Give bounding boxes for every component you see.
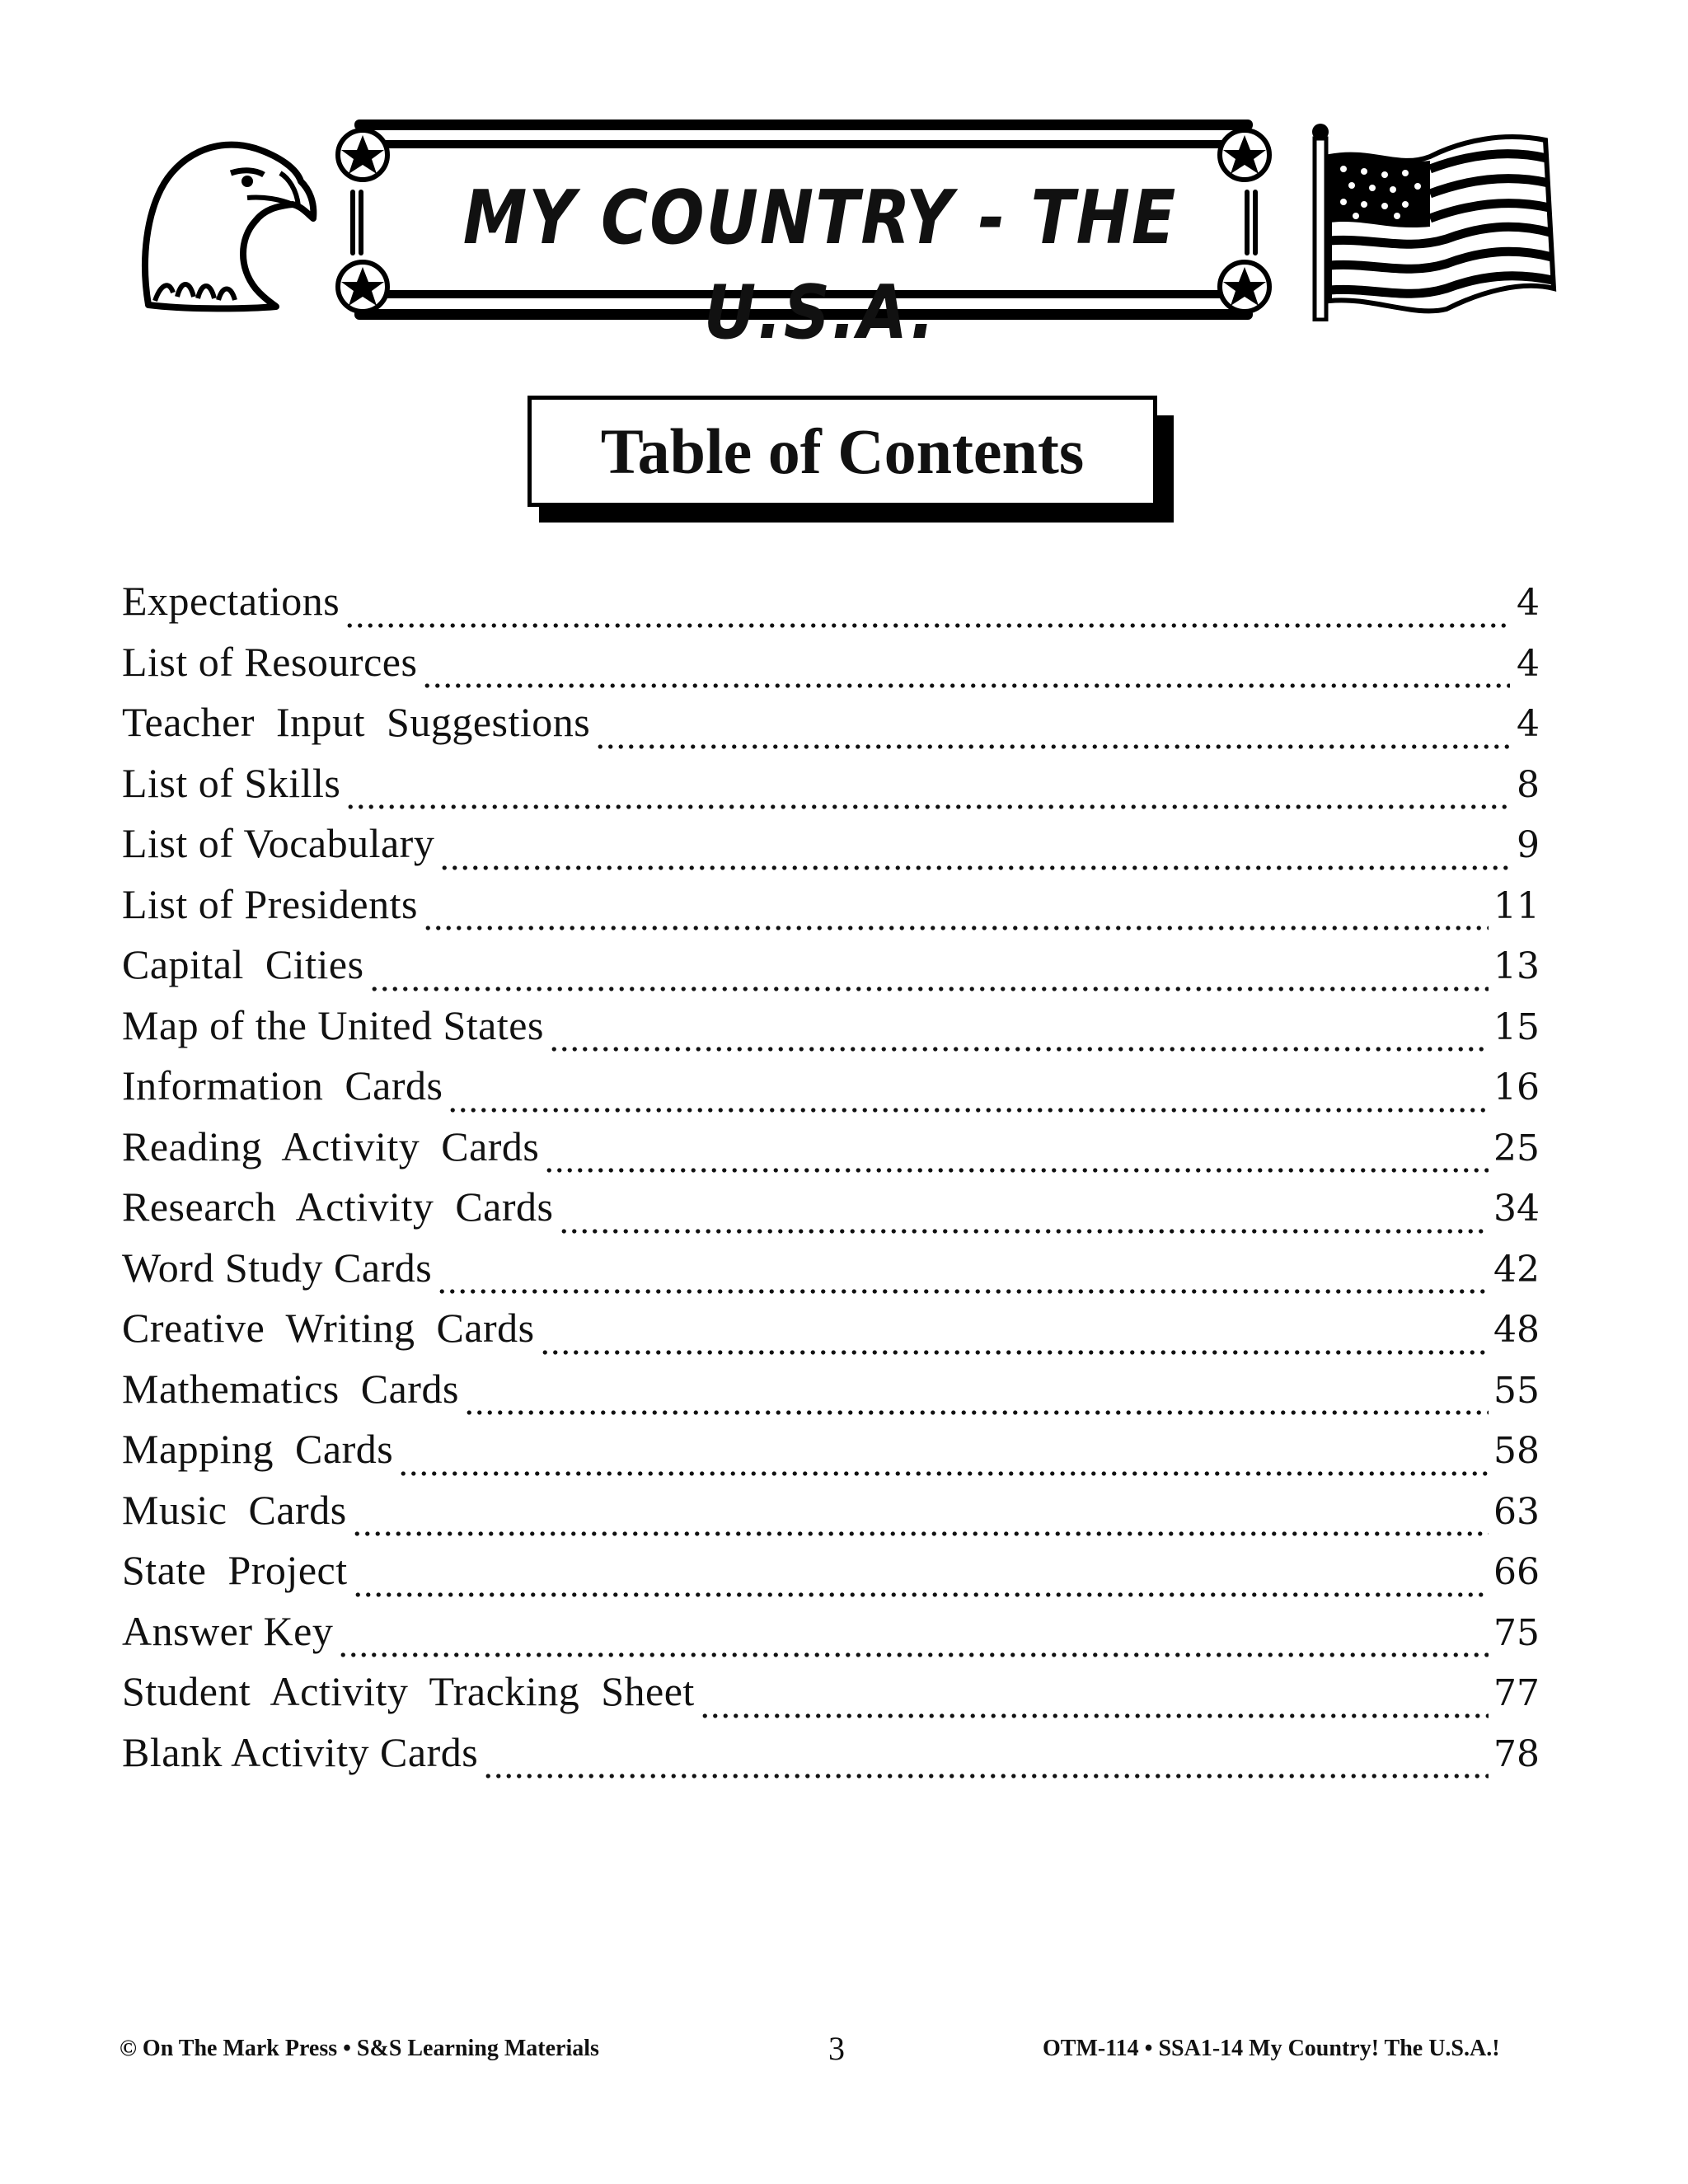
dot-leader (544, 1166, 1489, 1174)
toc-entry-label: Word Study Cards (122, 1244, 433, 1291)
toc-entry[interactable] (122, 1486, 1540, 1547)
toc-title-box (528, 396, 1175, 523)
toc-entry-label: List of Resources (122, 638, 418, 685)
toc-entry-page: 4 (1517, 703, 1540, 745)
dot-leader (559, 1227, 1489, 1235)
dot-leader (540, 1348, 1489, 1357)
dot-leader (398, 1469, 1489, 1478)
toc-entry-page: 58 (1493, 1430, 1540, 1472)
toc-entry[interactable] (122, 940, 1540, 1001)
toc-entry[interactable] (122, 1304, 1540, 1365)
product-code-text: OTM-114 • SSA1-14 My Country! The U.S.A.! (1043, 2036, 1500, 2061)
toc-entry[interactable] (122, 759, 1540, 820)
eagle-icon (124, 124, 321, 321)
page-title: Table of Contents (600, 415, 1085, 487)
dot-leader (439, 864, 1510, 872)
dot-leader (595, 743, 1510, 751)
toc-entry-page: 9 (1517, 824, 1540, 866)
toc-entry-page: 77 (1493, 1672, 1540, 1714)
toc-entry-page: 16 (1493, 1066, 1540, 1108)
toc-entry-page: 75 (1493, 1611, 1540, 1654)
toc-list (122, 577, 1540, 1788)
dot-leader (345, 621, 1510, 630)
dot-leader (700, 1712, 1489, 1720)
toc-entry-page: 15 (1493, 1005, 1540, 1048)
toc-entry[interactable] (122, 880, 1540, 941)
dot-leader (338, 1651, 1489, 1659)
toc-entry[interactable] (122, 1062, 1540, 1122)
toc-entry[interactable] (122, 1365, 1540, 1426)
dot-leader (369, 985, 1489, 993)
us-flag-icon (1306, 124, 1562, 321)
toc-entry[interactable] (122, 1183, 1540, 1244)
toc-entry-label: Mathematics Cards (122, 1365, 459, 1412)
dot-leader (437, 1287, 1489, 1296)
toc-entry-page: 4 (1517, 582, 1540, 624)
toc-entry-page: 66 (1493, 1551, 1540, 1593)
dot-leader (422, 682, 1510, 690)
toc-entry[interactable] (122, 1001, 1540, 1062)
toc-entry-label: List of Presidents (122, 880, 418, 927)
toc-entry-page: 13 (1493, 945, 1540, 987)
dot-leader (353, 1591, 1489, 1599)
toc-entry-label: Blank Activity Cards (122, 1728, 479, 1775)
page-footer (0, 2030, 1688, 2077)
toc-entry-page: 78 (1493, 1732, 1540, 1775)
dot-leader (483, 1772, 1489, 1780)
page-number: 3 (828, 2030, 845, 2067)
toc-entry[interactable] (122, 1122, 1540, 1183)
dot-leader (448, 1106, 1489, 1114)
star-badge-icon (338, 262, 387, 312)
toc-entry-page: 4 (1517, 642, 1540, 685)
star-badge-icon (338, 130, 387, 180)
dot-leader (352, 1530, 1489, 1538)
toc-entry-label: Expectations (122, 578, 340, 624)
dot-leader (345, 803, 1510, 811)
toc-entry-label: Student Activity Tracking Sheet (122, 1668, 695, 1714)
dot-leader (549, 1045, 1489, 1053)
toc-entry-label: Teacher Input Suggestions (122, 699, 591, 745)
toc-entry[interactable] (122, 819, 1540, 880)
toc-entry[interactable] (122, 1425, 1540, 1486)
toc-entry[interactable] (122, 1244, 1540, 1305)
toc-entry-page: 63 (1493, 1490, 1540, 1533)
toc-entry[interactable] (122, 1546, 1540, 1607)
toc-entry[interactable] (122, 638, 1540, 699)
toc-entry-page: 55 (1493, 1369, 1540, 1412)
copyright-text: © On The Mark Press • S&S Learning Materials (120, 2036, 599, 2061)
page-header (0, 0, 1688, 356)
toc-entry-page: 42 (1493, 1248, 1540, 1291)
toc-entry[interactable] (122, 1607, 1540, 1668)
toc-entry-label: Music Cards (122, 1486, 347, 1533)
toc-entry-label: Capital Cities (122, 941, 364, 987)
star-badge-icon (1220, 262, 1269, 312)
toc-entry[interactable] (122, 577, 1540, 638)
toc-entry-label: Answer Key (122, 1607, 334, 1654)
toc-entry[interactable] (122, 698, 1540, 759)
toc-entry-page: 25 (1493, 1127, 1540, 1169)
toc-entry[interactable] (122, 1728, 1540, 1789)
toc-entry-label: List of Vocabulary (122, 820, 435, 866)
toc-entry-label: Creative Writing Cards (122, 1305, 535, 1351)
toc-entry-label: Research Activity Cards (122, 1183, 554, 1230)
toc-entry-page: 11 (1493, 884, 1540, 927)
dot-leader (423, 924, 1489, 932)
toc-entry-label: Map of the United States (122, 1001, 544, 1048)
toc-entry-page: 8 (1517, 763, 1540, 806)
banner-title: MY COUNTRY - THE U.S.A. (462, 176, 1178, 356)
toc-entry-label: State Project (122, 1547, 348, 1593)
toc-entry-label: Mapping Cards (122, 1426, 394, 1472)
toc-entry-page: 34 (1493, 1188, 1540, 1230)
dot-leader (464, 1408, 1489, 1417)
toc-entry-page: 48 (1493, 1309, 1540, 1351)
toc-title-frame (528, 396, 1157, 507)
toc-entry-label: Reading Activity Cards (122, 1122, 540, 1169)
toc-entry-label: Information Cards (122, 1062, 443, 1108)
toc-entry[interactable] (122, 1667, 1540, 1728)
toc-entry-label: List of Skills (122, 759, 341, 806)
